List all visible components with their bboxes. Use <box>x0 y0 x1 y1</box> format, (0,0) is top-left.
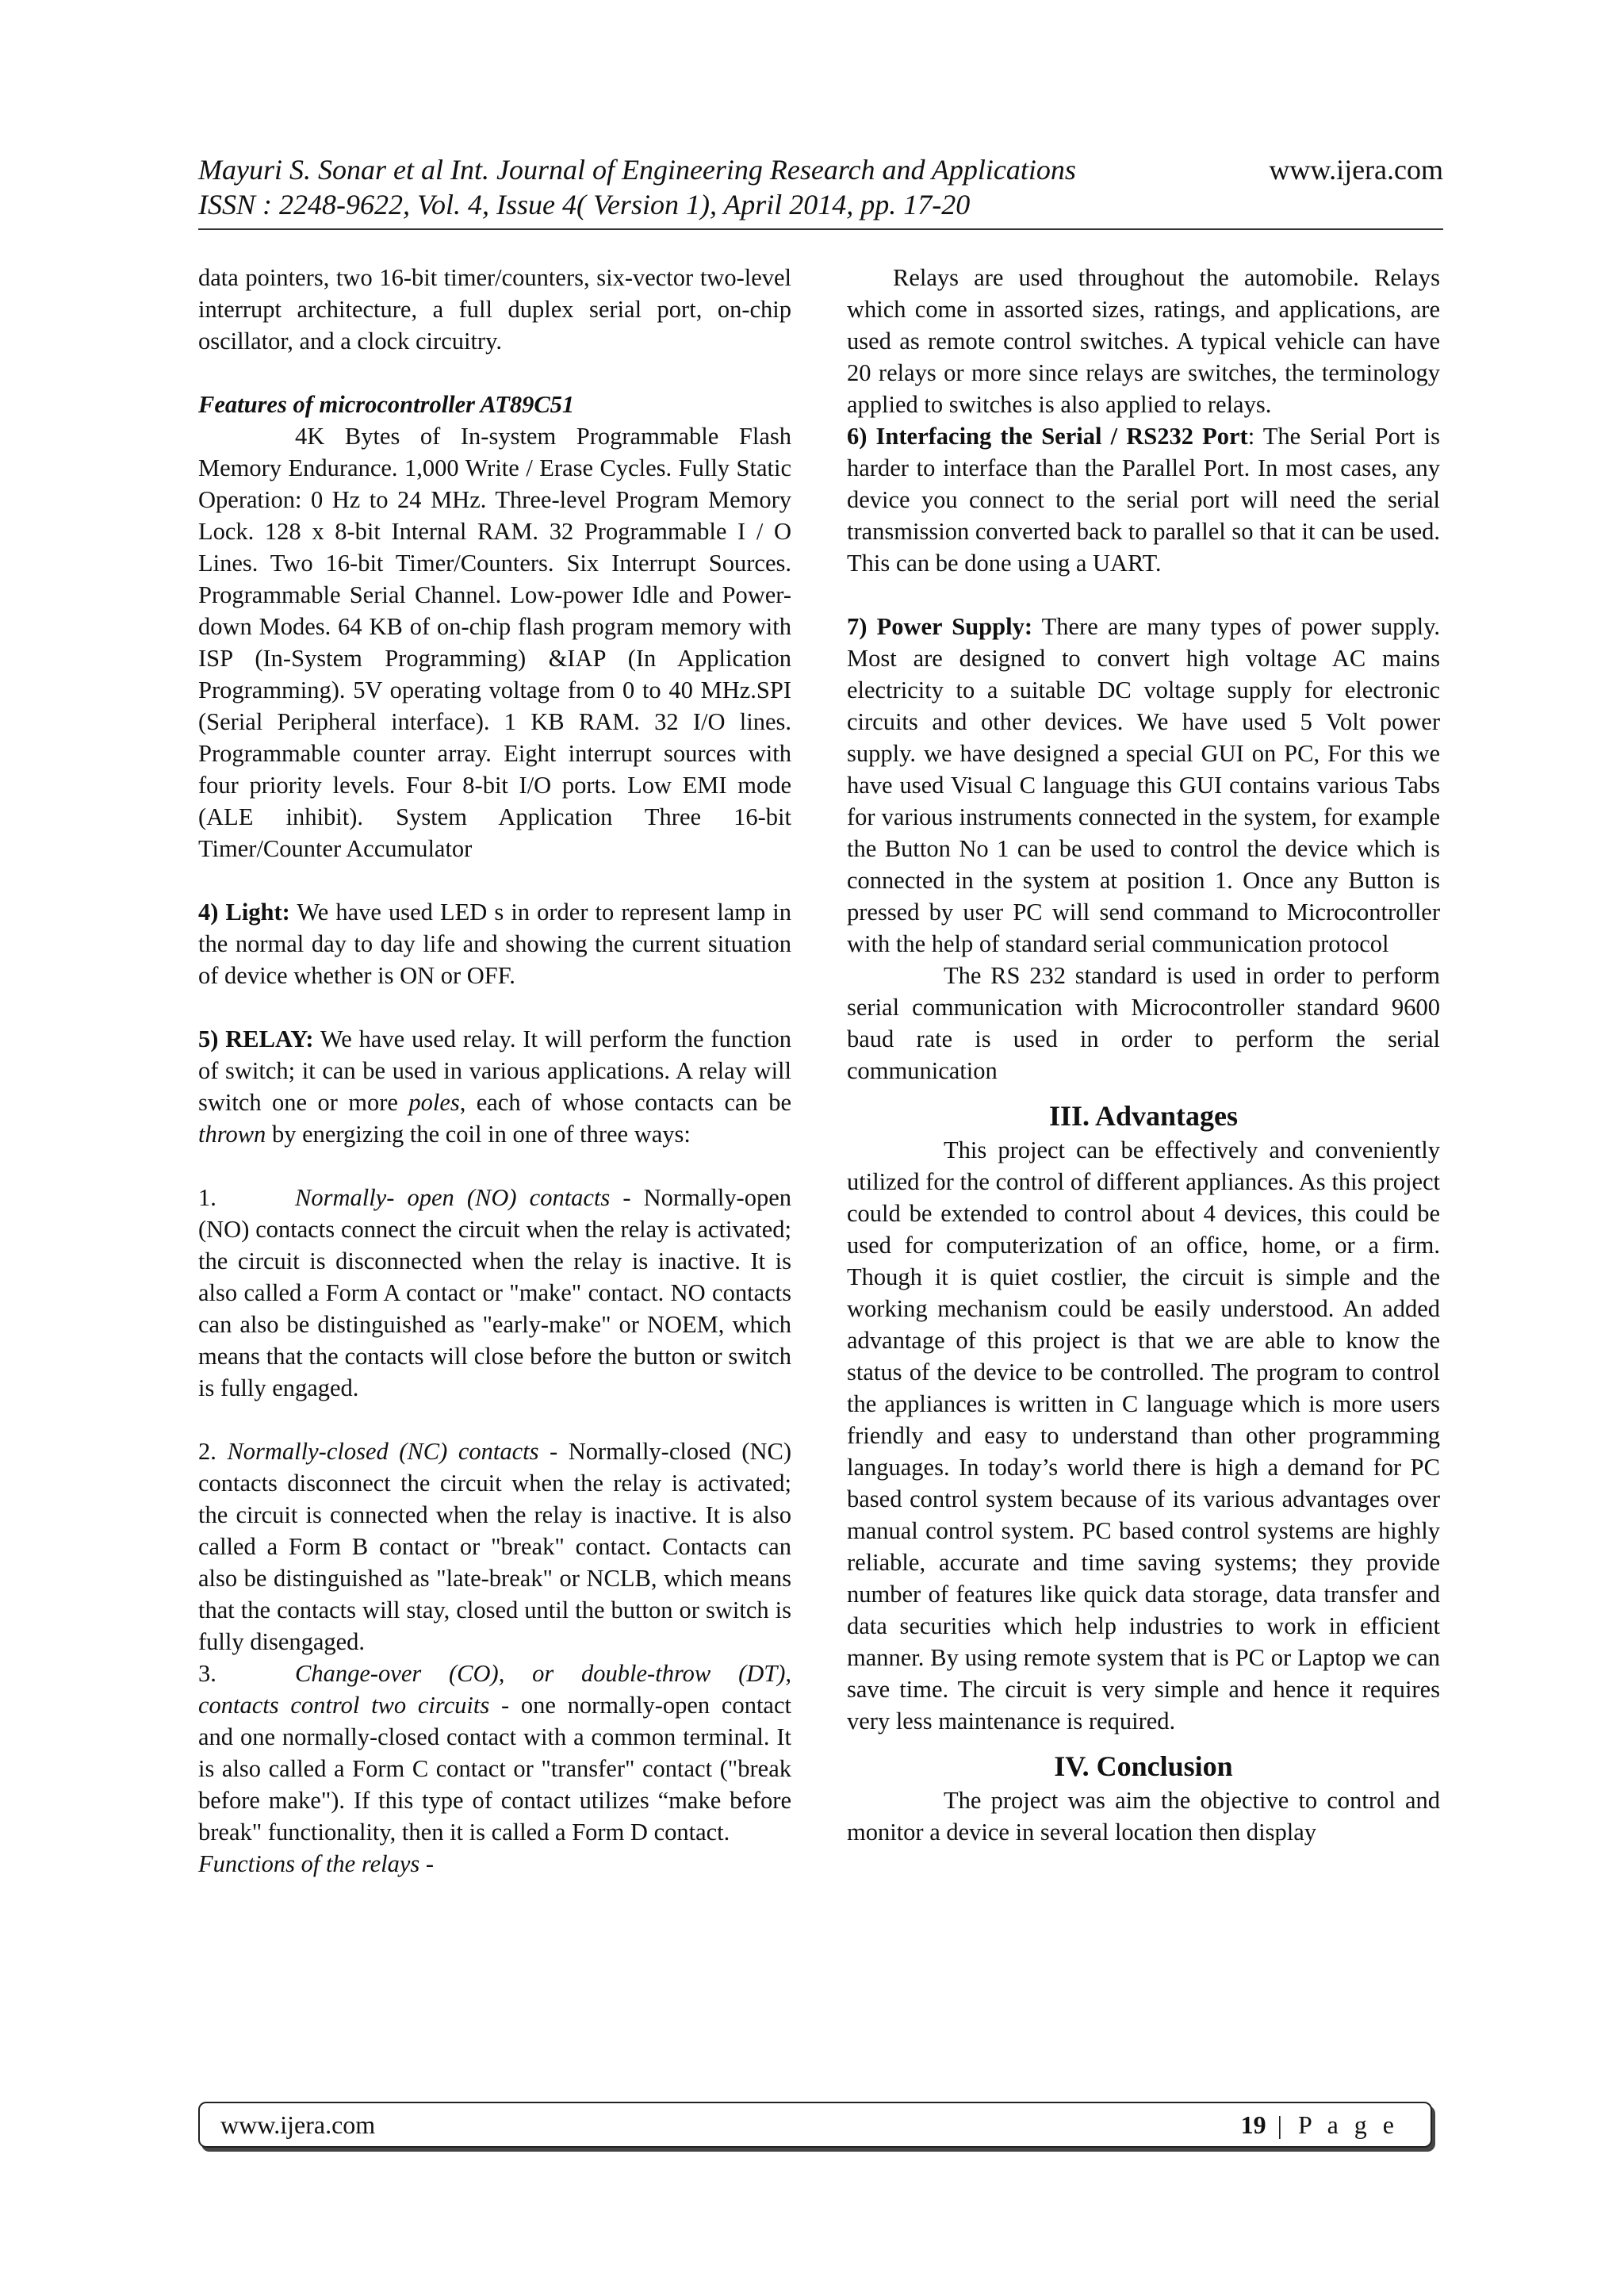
co-contacts-text: - one normally-open contact and one normally-closed contact with a common terminal. It is also called a Form C contact or "transfer" contact ("break before make"). If this type of contact utilizes “make before break" functionality, then it is called a Form D contact. <box>198 1692 791 1846</box>
header-citation: Mayuri S. Sonar et al Int. Journal of Engineering Research and Applications <box>198 154 1076 186</box>
header-website[interactable]: www.ijera.com <box>1269 154 1443 186</box>
right-column <box>847 262 1440 1848</box>
list-item-nc-contacts <box>198 1435 791 1658</box>
list-number: 2. <box>198 1438 216 1465</box>
relay-poles: poles <box>408 1089 460 1116</box>
relay-paragraph <box>198 1023 791 1150</box>
light-paragraph <box>198 896 791 991</box>
page-number <box>1241 2110 1399 2140</box>
nc-contacts-text: - Normally-closed (NC) contacts disconnect the circuit when the relay is activated; the circuit is connected when the relay is inactive. It is also called a Form B contact or "break" contact. Contacts can also be distinguished as "late-break" or NCLB, which means that the contacts will stay, closed until the button or switch is fully disengaged. <box>198 1438 791 1655</box>
running-header <box>198 152 1443 222</box>
features-paragraph: 4K Bytes of In-system Programmable Flash Memory Endurance. 1,000 Write / Erase Cycles. Fully Static Operation: 0 Hz to 24 MHz. Three-level Program Memory Lock. 128 x 8-bit Internal RAM. 32 Programmable I / O Lines. Two 16-bit Timer/Counters. Six Interrupt Sources. Programmable Serial Channel. Low-power Idle and Power-down Modes. 64 KB of on-chip flash program memory with ISP (In-System Programming) &IAP (In Application Programming). 5V operating voltage from 0 to 40 MHz.SPI (Serial Peripheral interface). 1 KB RAM. 32 I/O lines. Programmable counter array. Eight interrupt sources with four priority levels. Four 8-bit I/O ports. Low EMI mode (ALE inhibit). System Application Three 16-bit Timer/Counter Accumulator <box>198 423 791 862</box>
list-item-co-contacts <box>198 1658 791 1848</box>
nc-contacts-title: Normally-closed (NC) contacts <box>227 1438 539 1465</box>
relay-label: 5) RELAY: <box>198 1025 314 1052</box>
section-title-advantages: III. Advantages <box>1048 1100 1239 1132</box>
power-text: There are many types of power supply. Most are designed to convert high voltage AC mains electricity to a suitable DC voltage supply for electronic circuits and other devices. We have used 5 Volt power supply. we have designed a special GUI on PC, For this we have used Visual C language this GUI contains various Tabs for various instruments connected in the system, for example the Button No 1 can be used to control the device which is connected in the system at position 1. Once any Button is pressed by user PC will send command to Microcontroller with the help of standard serial communication protocol <box>847 613 1440 957</box>
light-label: 4) Light: <box>198 899 290 926</box>
relays-paragraph: Relays are used throughout the automobile. Relays which come in assorted sizes, ratings, and applications, are used as remote control switches. A typical vehicle can have 20 relays or more since relays are switches, the terminology applied to switches is also applied to relays. <box>847 264 1440 418</box>
section-title-conclusion: IV. Conclusion <box>1054 1750 1233 1782</box>
serial-paragraph <box>847 420 1440 579</box>
advantages-paragraph: This project can be effectively and conveniently utilized for the control of different appliances. As this project could be extended to control about 4 devices, this could be used for computerization of an office, home, or a firm. Though it is quiet costlier, the circuit is simple and the working mechanism could be easily understood. An added advantage of this project is that we are able to know the status of the device to be controlled. The program to control the appliances is written in C language which is more users friendly and easy to understand than other programming languages. In today’s world there is high a demand for PC based control system because of its various advantages over manual control system. PC based control systems are highly reliable, accurate and time saving systems; they provide number of features like quick data storage, data transfer and data securities which help industries to work in efficient manner. By using remote system that is PC or Laptop we can save time. The circuit is very simple and hence it requires very less maintenance is required. <box>847 1137 1440 1734</box>
footer-website[interactable]: www.ijera.com <box>220 2110 376 2139</box>
power-paragraph <box>847 611 1440 960</box>
functions-label: Functions of the relays <box>198 1850 420 1877</box>
list-number: 1. <box>198 1184 216 1211</box>
header-issn: ISSN : 2248-9622, Vol. 4, Issue 4( Version 1), April 2014, pp. 17-20 <box>198 189 971 220</box>
list-number: 3. <box>198 1660 216 1687</box>
power-label: 7) Power Supply: <box>847 613 1032 640</box>
page-footer <box>198 2102 1432 2148</box>
no-contacts-text: - Normally-open (NO) contacts connect the circuit when the relay is activated; the circuit is disconnected when the relay is inactive. It is also called a Form A contact or "make" contact. NO contacts can also be distinguished as "early-make" or NOEM, which means that the contacts will close before the button or switch is fully engaged. <box>198 1184 791 1401</box>
header-divider <box>198 228 1443 230</box>
left-column <box>198 262 791 1880</box>
serial-label: 6) Interfacing the Serial / RS232 Port <box>847 423 1248 450</box>
functions-line <box>198 1848 791 1880</box>
functions-suffix: - <box>419 1850 435 1877</box>
features-heading: Features of microcontroller AT89C51 <box>198 391 575 418</box>
relay-thrown: thrown <box>198 1121 266 1148</box>
no-contacts-title: Normally- open (NO) contacts <box>295 1184 611 1211</box>
relay-text-c: by energizing the coil in one of three ways: <box>266 1121 691 1148</box>
conclusion-paragraph: The project was aim the objective to control and monitor a device in several location then display <box>847 1787 1440 1846</box>
page-number-value: 19 <box>1240 2110 1266 2139</box>
co-contacts-title: Change-over (CO), or double-throw (DT), contacts control two circuits <box>198 1660 791 1719</box>
relay-text-a: We have used relay. It will perform the function of switch; it can be used in various applications. A relay will switch one or more <box>198 1025 791 1116</box>
relay-text-b: , each of whose contacts can be <box>459 1089 791 1116</box>
serial-text: : The Serial Port is harder to interface than the Parallel Port. In most cases, any device you connect to the serial port will need the serial transmission converted back to parallel so that it can be used. This can be done using a UART. <box>847 423 1441 577</box>
paragraph-continuation: data pointers, two 16-bit timer/counters, six-vector two-level interrupt architecture, a full duplex serial port, on-chip oscillator, and a clock circuitry. <box>198 264 791 355</box>
rs232-paragraph: The RS 232 standard is used in order to perform serial communication with Microcontroller standard 9600 baud rate is used in order to perform the serial communication <box>847 962 1440 1084</box>
list-item-no-contacts <box>198 1182 791 1404</box>
page-label: | P a g e <box>1266 2110 1399 2139</box>
light-text: We have used LED s in order to represent lamp in the normal day to day life and showing the current situation of device whether is ON or OFF. <box>198 899 792 989</box>
